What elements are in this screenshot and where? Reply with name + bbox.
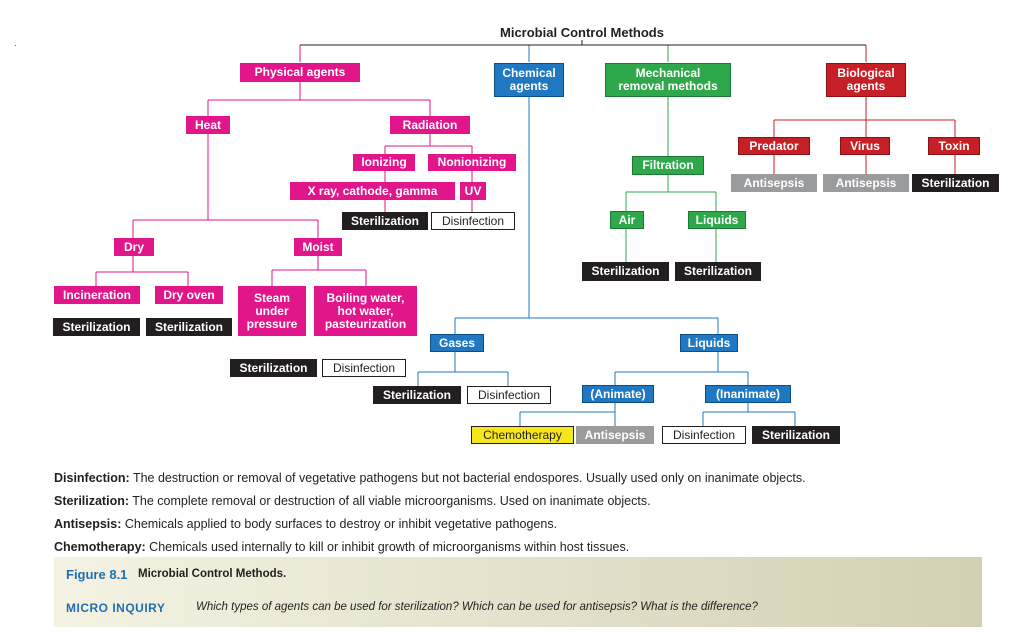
incineration-node: Incineration bbox=[54, 286, 140, 304]
figure-title: Microbial Control Methods. bbox=[138, 568, 287, 580]
heat-node: Heat bbox=[186, 116, 230, 134]
ionizing-node: Ionizing bbox=[353, 154, 415, 171]
definition-term: Sterilization: bbox=[54, 494, 130, 508]
gases-node: Gases bbox=[430, 334, 484, 352]
definition-term: Disinfection: bbox=[54, 471, 130, 485]
xray-node: X ray, cathode, gamma bbox=[290, 182, 455, 200]
sterilization-badge: Sterilization bbox=[912, 174, 999, 192]
sterilization-badge: Sterilization bbox=[752, 426, 840, 444]
definition-text: The complete removal or destruction of all viable microorganisms. Used on inanimate objects. bbox=[129, 494, 651, 508]
micro-inquiry-text: Which types of agents can be used for sterilization? Which can be used for antisepsis? What is the difference? bbox=[196, 601, 758, 613]
stray-mark: . bbox=[14, 38, 17, 49]
disinfection-badge: Disinfection bbox=[431, 212, 515, 230]
definition-text: The destruction or removal of vegetative pathogens but not bacterial endospores. Usually used only on inanimate objects. bbox=[129, 471, 806, 485]
steam-node: Steam under pressure bbox=[238, 286, 306, 336]
sterilization-badge: Sterilization bbox=[582, 262, 669, 281]
chemical-agents-node: Chemical agents bbox=[494, 63, 564, 97]
liquids-chem-node: Liquids bbox=[680, 334, 738, 352]
diagram-title: Microbial Control Methods bbox=[500, 24, 664, 40]
antisepsis-badge: Antisepsis bbox=[731, 174, 817, 192]
liquids-filter-node: Liquids bbox=[688, 211, 746, 229]
definition-chemotherapy bbox=[54, 536, 994, 559]
sterilization-badge: Sterilization bbox=[230, 359, 317, 377]
dry-node: Dry bbox=[114, 238, 154, 256]
sterilization-badge: Sterilization bbox=[342, 212, 428, 230]
predator-node: Predator bbox=[738, 137, 810, 155]
physical-agents-node: Physical agents bbox=[240, 63, 360, 82]
disinfection-badge: Disinfection bbox=[467, 386, 551, 404]
definitions-list bbox=[54, 467, 994, 559]
filtration-node: Filtration bbox=[632, 156, 704, 175]
disinfection-badge: Disinfection bbox=[662, 426, 746, 444]
nonionizing-node: Nonionizing bbox=[428, 154, 516, 171]
definition-disinfection bbox=[54, 467, 994, 490]
chemotherapy-badge: Chemotherapy bbox=[471, 426, 574, 444]
sterilization-badge: Sterilization bbox=[675, 262, 761, 281]
definition-text: Chemicals applied to body surfaces to destroy or inhibit vegetative pathogens. bbox=[121, 517, 558, 531]
air-node: Air bbox=[610, 211, 644, 229]
animate-node: (Animate) bbox=[582, 385, 654, 403]
antisepsis-badge: Antisepsis bbox=[823, 174, 909, 192]
definition-sterilization bbox=[54, 490, 994, 513]
definition-antisepsis bbox=[54, 513, 994, 536]
sterilization-badge: Sterilization bbox=[146, 318, 232, 336]
uv-node: UV bbox=[460, 182, 486, 200]
figure-number: Figure 8.1 bbox=[66, 567, 128, 582]
mechanical-removal-node: Mechanical removal methods bbox=[605, 63, 731, 97]
boiling-water-node: Boiling water, hot water, pasteurization bbox=[314, 286, 417, 336]
inanimate-node: (Inanimate) bbox=[705, 385, 791, 403]
chemical-connectors bbox=[418, 45, 795, 426]
definition-term: Chemotherapy: bbox=[54, 540, 146, 554]
toxin-node: Toxin bbox=[928, 137, 980, 155]
definition-text: Chemicals used internally to kill or inhibit growth of microorganisms within host tissues. bbox=[145, 540, 630, 554]
title-bracket bbox=[300, 40, 866, 45]
sterilization-badge: Sterilization bbox=[53, 318, 140, 336]
figure-caption bbox=[54, 557, 982, 627]
sterilization-badge: Sterilization bbox=[373, 386, 461, 404]
dry-oven-node: Dry oven bbox=[155, 286, 223, 304]
moist-node: Moist bbox=[294, 238, 342, 256]
biological-agents-node: Biological agents bbox=[826, 63, 906, 97]
virus-node: Virus bbox=[840, 137, 890, 155]
radiation-node: Radiation bbox=[390, 116, 470, 134]
micro-inquiry-label: MICRO INQUIRY bbox=[66, 601, 166, 615]
antisepsis-badge: Antisepsis bbox=[576, 426, 654, 444]
definition-term: Antisepsis: bbox=[54, 517, 122, 531]
disinfection-badge: Disinfection bbox=[322, 359, 406, 377]
